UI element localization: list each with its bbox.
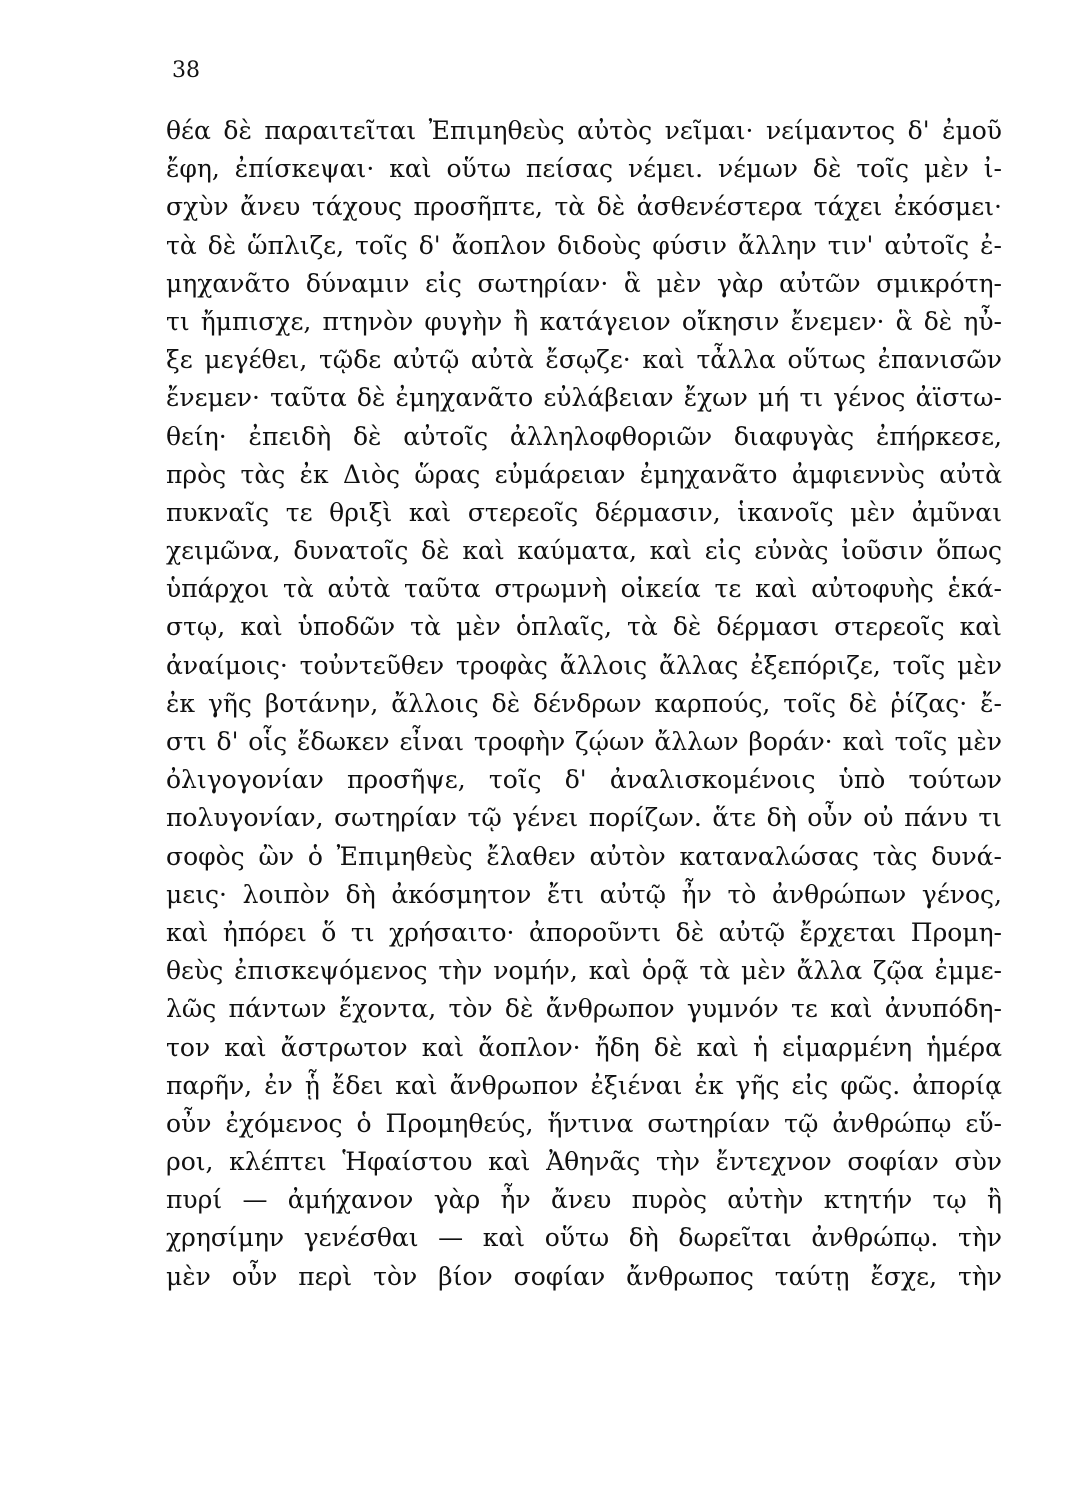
text-line: καὶ ἠπόρει ὅ τι χρήσαιτο· ἀποροῦντι δὲ αὐτῷ ἔρχεται Προμη- [166,917,1002,947]
text-line: πυκναῖς τε θριξὶ καὶ στερεοῖς δέρμασιν, ἱκανοῖς μὲν ἀμῦναι [166,497,1002,527]
text-line: ὑπάρχοι τὰ αὐτὰ ταῦτα στρωμνὴ οἰκεία τε καὶ αὐτοφυὴς ἑκά- [166,574,1002,604]
text-line: χειμῶνα, δυνατοῖς δὲ καὶ καύματα, καὶ εἰς εὐνὰς ἰοῦσιν ὅπως [166,536,1002,566]
text-line: μὲν οὖν περὶ τὸν βίον σοφίαν ἄνθρωπος ταύτῃ ἔσχε, τὴν [166,1261,1002,1291]
text-line: ἀναίμοις· τοὐντεῦθεν τροφὰς ἄλλοις ἄλλας ἐξεπόριζε, τοῖς μὲν [166,650,1002,680]
text-line: ἔφη, ἐπίσκεψαι· καὶ οὕτω πείσας νέμει. νέμων δὲ τοῖς μὲν ἰ- [166,154,1002,184]
greek-text-block [166,112,1002,1296]
text-line: στῳ, καὶ ὑποδῶν τὰ μὲν ὁπλαῖς, τὰ δὲ δέρμασι στερεοῖς καὶ [166,612,1002,642]
text-line: σοφὸς ὢν ὁ Ἐπιμηθεὺς ἔλαθεν αὐτὸν καταναλώσας τὰς δυνά- [166,841,1002,871]
text-line: τὰ δὲ ὥπλιζε, τοῖς δ' ἄοπλον διδοὺς φύσιν ἄλλην τιν' αὐτοῖς ἐ- [166,230,1002,260]
text-line: θέα δὲ παραιτεῖται Ἐπιμηθεὺς αὐτὸς νεῖμαι· νείμαντος δ' ἐμοῦ [166,116,1002,145]
text-line: ξε μεγέθει, τῷδε αὐτῷ αὐτὰ ἔσῳζε· καὶ τἆλλα οὕτως ἐπανισῶν [166,345,1002,375]
text-line: χρησίμην γενέσθαι — καὶ οὕτω δὴ δωρεῖται ἀνθρώπῳ. τὴν [166,1223,1002,1253]
text-line: τον καὶ ἄστρωτον καὶ ἄοπλον· ἤδη δὲ καὶ ἡ εἱμαρμένη ἡμέρα [166,1032,1002,1062]
text-line: σχὺν ἄνευ τάχους προσῆπτε, τὰ δὲ ἀσθενέστερα τάχει ἐκόσμει· [166,192,1002,222]
text-line: στι δ' οἷς ἔδωκεν εἶναι τροφὴν ζῴων ἄλλων βοράν· καὶ τοῖς μὲν [166,727,1002,756]
text-line: θεὺς ἐπισκεψόμενος τὴν νομήν, καὶ ὁρᾷ τὰ μὲν ἄλλα ζῷα ἐμμε- [166,956,1002,986]
text-line: ἐκ γῆς βοτάνην, ἄλλοις δὲ δένδρων καρπούς, τοῖς δὲ ῥίζας· ἔ- [166,688,1002,718]
text-line: μεις· λοιπὸν δὴ ἀκόσμητον ἔτι αὐτῷ ἦν τὸ ἀνθρώπων γένος, [166,879,1002,909]
text-line: πολυγονίαν, σωτηρίαν τῷ γένει πορίζων. ἅτε δὴ οὖν οὐ πάνυ τι [166,803,1002,833]
text-line: πυρί — ἀμήχανον γὰρ ἦν ἄνευ πυρὸς αὐτὴν κτητήν τῳ ἢ [166,1185,1002,1215]
text-line: ροι, κλέπτει Ἡφαίστου καὶ Ἀθηνᾶς τὴν ἔντεχνον σοφίαν σὺν [166,1147,1002,1177]
text-line: οὖν ἐχόμενος ὁ Προμηθεύς, ἥντινα σωτηρίαν τῷ ἀνθρώπῳ εὕ- [166,1108,1002,1138]
text-line: τι ἤμπισχε, πτηνὸν φυγὴν ἢ κατάγειον οἴκησιν ἔνεμεν· ἃ δὲ ηὖ- [166,306,1002,336]
text-line: ἔνεμεν· ταῦτα δὲ ἐμηχανᾶτο εὐλάβειαν ἔχων μή τι γένος ἀϊστω- [166,383,1002,413]
text-line: ὀλιγογονίαν προσῆψε, τοῖς δ' ἀναλισκομένοις ὑπὸ τούτων [166,765,1002,795]
page-number: 38 [172,58,200,83]
text-line: πρὸς τὰς ἐκ Διὸς ὥρας εὐμάρειαν ἐμηχανᾶτο ἀμφιεννὺς αὐτὰ [166,459,1002,489]
text-line: παρῆν, ἐν ᾗ ἔδει καὶ ἄνθρωπον ἐξιέναι ἐκ γῆς εἰς φῶς. ἀπορίᾳ [166,1070,1002,1100]
text-line: θείη· ἐπειδὴ δὲ αὐτοῖς ἀλληλοφθοριῶν διαφυγὰς ἐπήρκεσε, [166,421,1002,451]
text-line: μηχανᾶτο δύναμιν εἰς σωτηρίαν· ἃ μὲν γὰρ αὐτῶν σμικρότη- [166,268,1002,298]
text-line: λῶς πάντων ἔχοντα, τὸν δὲ ἄνθρωπον γυμνόν τε καὶ ἀνυπόδη- [166,994,1002,1024]
